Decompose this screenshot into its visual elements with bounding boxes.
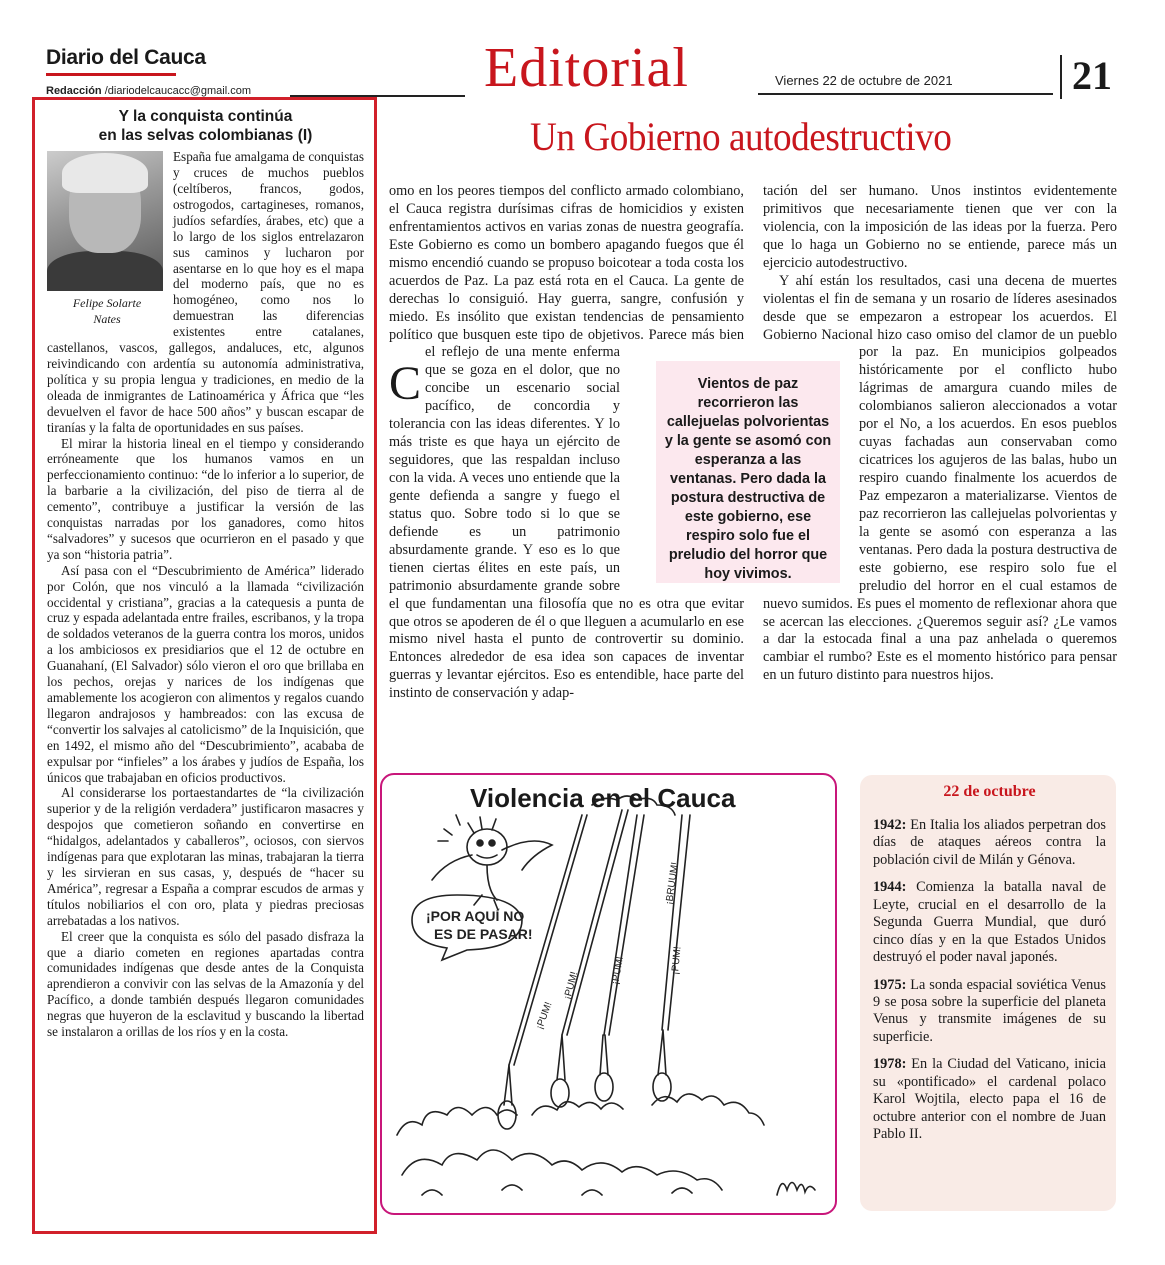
masthead: Diario del Cauca <box>46 46 206 69</box>
redaccion-line <box>46 85 251 97</box>
ephemeris-text: En Italia los aliados perpetran dos días de ataques aéreos contra la población civil de Milán y Génova. <box>873 817 1106 868</box>
ephemerides-box <box>860 775 1116 1211</box>
editorial-paragraph: tación del ser humano. Unos instintos evidentemente primitivos que necesariamente tienen que ver con la violencia, con la imposición de las ideas por la fuerza. Pero que lo haga un Gobierno no se entiende, parece más un ejercicio autodestructivo. <box>763 183 1117 271</box>
opinion-title <box>47 108 364 145</box>
redaccion-label: Redacción <box>46 85 102 97</box>
ephemeris-item <box>873 977 1106 1047</box>
editorial-paragraph: C omo en los peores tiempos del conflicto armado colombiano, el Cauca registra durísimas cifras de homicidios y existen enfrentamientos activos en varias zonas de nuestra geografía. Este Gobierno es como un bombero apagando fuegos que él mismo encendió cuando se propuso boicotear a toda costa los acuerdos de Paz. La paz está rota en el Cauca. La gente de derechas lo consiguió. Hay guerra, sangre, confusión y miedo. Es insólito que existan tendencias de pensamiento político que busquen este tipo de objetivos. Parece más bien el reflejo de una mente enferma que se goza en el dolor, que no concibe un escenario social pacífico, de concordia y tolerancia con las ideas diferentes. Y lo más triste es que haya un ejército de seguidores, que las respaldan incluso con la vida. A veces uno entiende que la gente defienda a sangre y fuego el status quo. Sobre todo si lo que se defiende es un patrimonio absurdamente grande. Y eso es lo que tienen ciertas élites en este país, un patrimonio absurdamente grande sobre el que fundamentan una filosofía que no es otra que evitar que otros se apoderen de él o que lleguen a acumularlo en ese mismo nivel hasta el punto de controvertir su dominio. Entonces alrededor de esa idea son capaces de inventar guerras y levantar ejércitos. Eso es entendible, hace parte del instinto de conservación y adap- <box>389 183 744 702</box>
bang-label: ¡PUM! <box>670 946 684 976</box>
date-line: Viernes 22 de octubre de 2021 <box>775 73 953 88</box>
editorial-paragraph: Y ahí están los resultados, casi una decena de muertes violentas el fin de semana y un rosario de líderes asesinados desde que se empezaron a estropear los acuerdos. El Gobierno Nacional hizo caso omiso del clamor de un pueblo por la paz. En municipios golpeados históricamente por el conflicto hubo lágrimas de amargura cuando miles de colombianos salieron aleccionados a votar por el No, a los acuerdos. En esos pueblos cuyas fachadas aun conservaban como cicatrices los agujeros de las balas, hubo un respiro cuando finalmente los acuerdos de Paz empezaron a materializarse. Vientos de paz recorrieron las callejuelas polvorientas y la gente se asomó con esperanza a las ventanas. Pero dada la postura destructiva de este gobierno, ese respiro solo fue el preludio del horror en el cual estamos de nuevo sumidos. Es pues el momento de reflexionar ahora que se acercan las elecciones. ¿Queremos seguir así? ¿Le vamos a dar la estocada final a una paz anhelada o queremos cambiar el rumbo? Este es el momento histórico para pensar en un futuro distinto para nuestros hijos. <box>763 272 1117 684</box>
ephemeris-text: Comienza la batalla naval de Leyte, crucial en el desarrollo de la Segunda Guerra Mundial, que duró cinco días y en la que Estados Unidos destruyó el poder naval japonés. <box>873 879 1106 966</box>
author-name-line1: Felipe Solarte <box>72 296 142 311</box>
cartoon-drawing <box>382 775 837 1215</box>
opinion-body <box>47 149 364 1040</box>
ephemeris-year: 1978: <box>873 1056 907 1073</box>
redaccion-email: /diariodelcaucacc@gmail.com <box>101 85 251 97</box>
ephemeris-year: 1942: <box>873 817 907 833</box>
opinion-paragraph: El creer que la conquista es sólo del pasado disfraza la que a diario cometen en regiones apartadas contra comunidades indígenas que desde antes de la Conquista aprendieron a convivir con las selvas de la Amazonía y del Pacífico, a donde también después llegaron comunidades negras que huyeron de la esclavitud y buscando la libertad se instalaron a orillas de los ríos y en la costa. <box>47 928 364 1040</box>
speech-line-2: ES DE PASAR! <box>434 926 533 942</box>
bang-label: ¡PUM! <box>534 1000 555 1032</box>
author-photo <box>47 151 163 291</box>
opinion-paragraph: El mirar la historia lineal en el tiempo y considerando erróneamente que los humanos vamos en un perfeccionamiento continuo: “de lo inferior a lo superior, de la barbarie a la civilización, del piso de tierra al de cemento”, contribuye a justificar la versión de las conquistas narradas por los ganadores, como hitos “salvadores” y sucesos que ocurrieron en el pasado y que ya son “historia patria”. <box>47 435 364 562</box>
bang-label: ¡PUM! <box>562 970 581 1001</box>
ephemerides-title: 22 de octubre <box>943 783 1036 800</box>
ephemeris-year: 1975: <box>873 976 907 993</box>
header-divider <box>1060 55 1062 99</box>
opinion-title-line1: Y la conquista continúa <box>118 108 293 125</box>
opinion-paragraph: España fue amalgama de conquistas y cruces de muchos pueblos (celtíberos, francos, godos, ostrogodos, cartagineses, romanos, judíos sefardíes, árabes, etc) que a lo largo de los siglos entrelazaron sus caminos y lucharon por asentarse en lo que hoy es el mapa del moderno país, que no es homogéneo, como nos lo demuestran las diferencias existentes entre catalanes, castellanos, vascos, gallegos, andaluces, etc, algunos reivindicando con ardentía su autonomía administrativa, política y su propia lengua y tradiciones, en medio de la oleada de inmigrantes de Latinoamérica y África que “les devuelven el favor de hace 500 años” y buscan escapar de tiranías y la falta de oportunidades en sus países. <box>47 149 364 435</box>
opinion-paragraph: Al considerarse los portaestandartes de “la civilización superior y de la religión verdadera” justificaron masacres y despojos que cometieron soñando en convertirse en “hidalgos, adelantados y caballeros”, ociosos, con siervos indígenas para que explotaran las minas, trabajaran la tierra y les sirvieran en sus casas, y, después de “hacer su América”, regresar a España a comprar escudos de armas y títulos nobiliarios el con oro, plata y piedras preciosas arrebatadas a los nativos. <box>47 785 364 928</box>
speech-line-1: ¡POR AQUÍ NO <box>426 908 525 924</box>
drop-cap: C <box>389 357 422 410</box>
ephemeris-item <box>873 817 1106 869</box>
author-name-line2: Nates <box>93 312 121 327</box>
opinion-column <box>32 97 377 1234</box>
bang-label: ¡PUM! <box>610 955 626 986</box>
ephemeris-item <box>873 1056 1106 1143</box>
ephemeris-item <box>873 879 1106 966</box>
header-rule-right <box>758 93 1053 95</box>
pull-quote: Vientos de paz recorrieron las callejuelas polvorientas y la gente se asomó con esperanza a las ventanas. Pero dada la postura destructiva de este gobierno, ese respiro solo fue el preludio del horror que hoy vivimos. <box>656 361 840 583</box>
ephemeris-text: En la Ciudad del Vaticano, inicia su «pontificado» el cardenal polaco Karol Wojtila, electo papa el 16 de octubre anterior con el nombre de Juan Pablo II. <box>873 1056 1106 1142</box>
cartoon <box>380 773 837 1215</box>
masthead-underline <box>46 73 176 76</box>
editorial-headline: Un Gobierno autodestructivo <box>530 114 952 159</box>
section-title: Editorial <box>484 37 689 99</box>
opinion-paragraph: Así pasa con el “Descubrimiento de América” liderado por Colón, que nos vinculó a la llamada “civilización occidental y cristiana”, gracias a la catequesis a punta de cruz y espada adelantada entre frailes, escribanos, y la tropa de soldados veteranos de la guerra contra los moros, unidos a los ambiciosos ex presidiarios que el 12 de octubre en Guanahaní, (El Salvador) sólo vieron el oro que brillaba en los pechos, orejas y narices de los indígenas que amablemente los acogieron con alimentos y regalos cuando llegaron andrajosos y hambreados: con las excusa de “convertir los salvajes al catolicismo” de la Inquisición, que en 1492, el mismo año del “Descubrimiento”, acababa de expulsar por “infieles” a los árabes y judíos de España, los únicos que trabajaban en oficios productivos. <box>47 562 364 785</box>
cartoon-title: Violencia en el Cauca <box>470 783 736 813</box>
page-number: 21 <box>1072 53 1112 98</box>
author-figure <box>47 151 167 327</box>
bang-label: ¡BRUUM! <box>664 861 681 906</box>
ephemeris-text: La sonda espacial soviética Venus 9 se posa sobre la superficie del planeta Venus y transmite imágenes de su superficie. <box>873 976 1106 1045</box>
ephemeris-year: 1944: <box>873 879 907 896</box>
opinion-title-line2: en las selvas colombianas (I) <box>98 126 313 144</box>
author-name <box>47 295 167 327</box>
